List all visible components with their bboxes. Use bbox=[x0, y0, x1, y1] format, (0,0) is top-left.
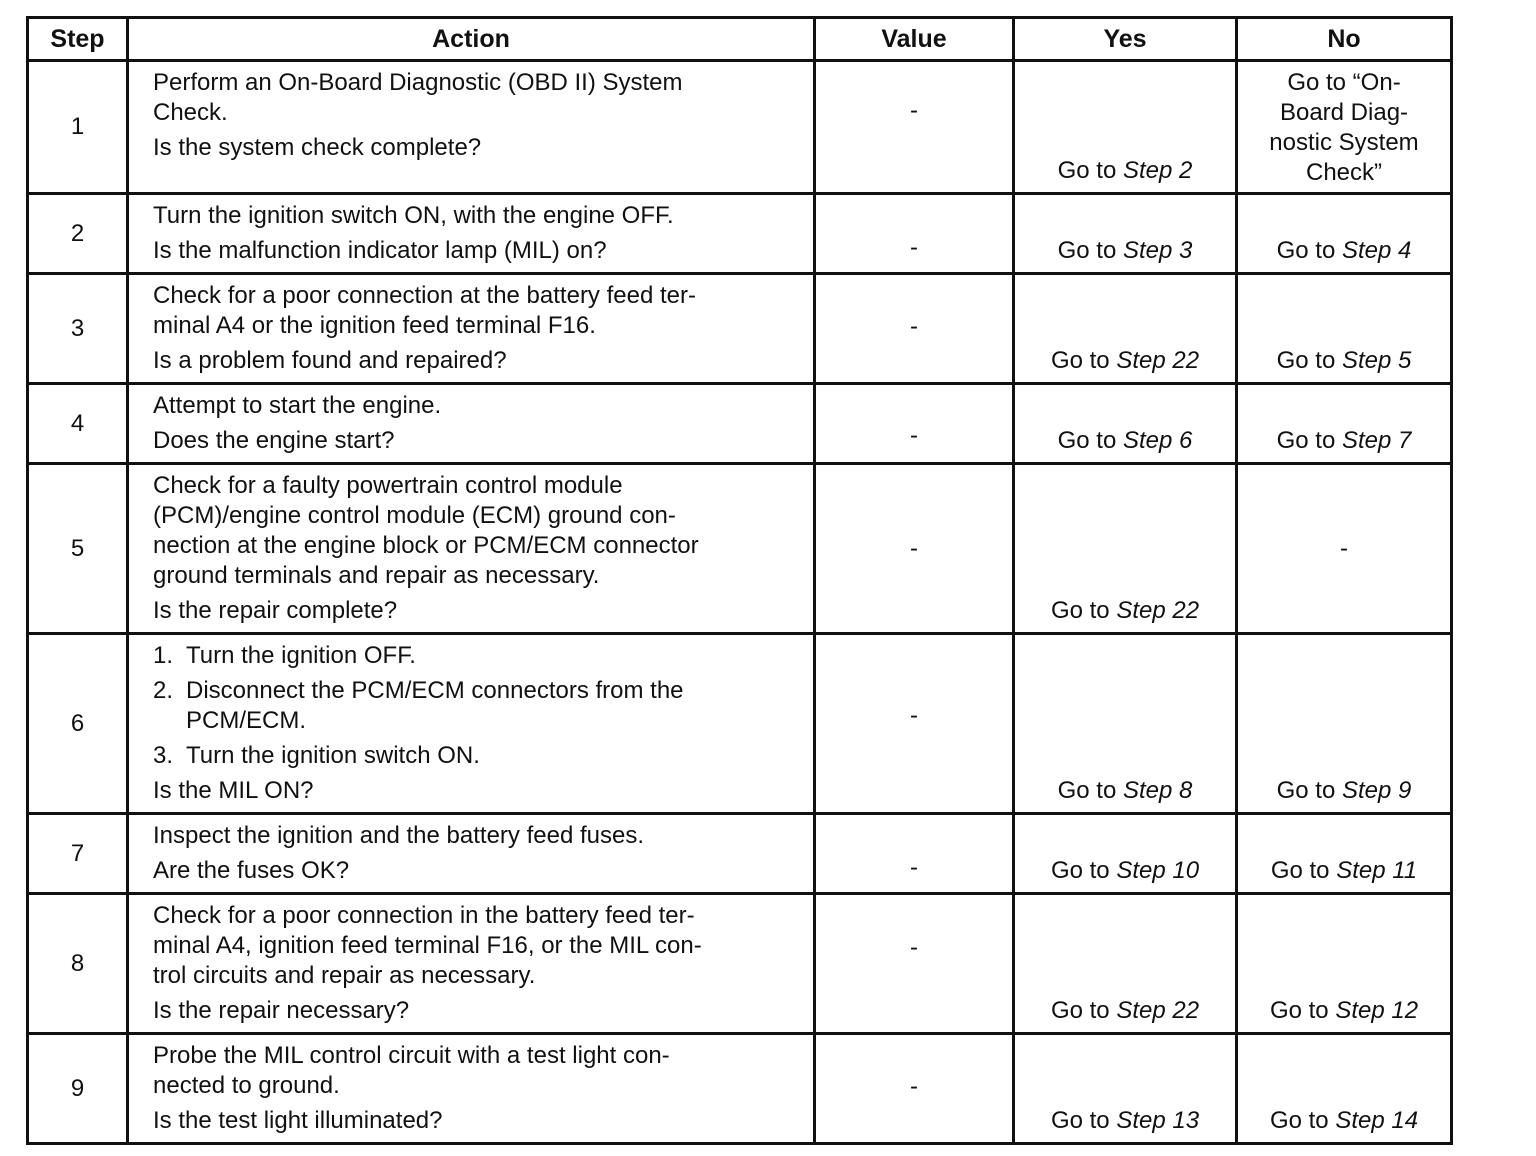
action-cell bbox=[128, 61, 815, 194]
go-to-label: Go to bbox=[1276, 427, 1336, 454]
action-list-item bbox=[153, 741, 803, 771]
yes-step-ref: Step 8 bbox=[1122, 777, 1193, 804]
value-dash: - bbox=[910, 233, 918, 261]
go-to-label: Go to bbox=[1050, 857, 1110, 884]
yes-cell bbox=[1014, 194, 1237, 274]
no-step-ref: Step 4 bbox=[1341, 237, 1412, 264]
action-line: (PCM)/engine control module (ECM) ground con- bbox=[153, 502, 676, 529]
no-cell bbox=[1237, 1034, 1452, 1144]
header-no: No bbox=[1237, 18, 1452, 61]
action-line: Check for a poor connection in the battery feed ter- bbox=[153, 902, 695, 929]
action-question: Is the malfunction indicator lamp (MIL) on? bbox=[153, 237, 607, 264]
no-cell bbox=[1237, 61, 1452, 194]
go-to-label: Go to bbox=[1057, 157, 1117, 184]
table-row bbox=[28, 274, 1452, 384]
value-cell bbox=[815, 61, 1014, 194]
value-dash: - bbox=[910, 1072, 918, 1100]
action-line: minal A4, ignition feed terminal F16, or the MIL con- bbox=[153, 932, 702, 959]
action-question: Is the repair necessary? bbox=[153, 997, 410, 1024]
action-question: Is the test light illuminated? bbox=[153, 1107, 443, 1134]
no-step-ref: Step 5 bbox=[1341, 347, 1412, 374]
yes-cell bbox=[1014, 61, 1237, 194]
no-step-ref: Step 14 bbox=[1335, 1107, 1419, 1134]
value-dash: - bbox=[910, 421, 918, 449]
no-cell bbox=[1237, 384, 1452, 464]
yes-cell bbox=[1014, 894, 1237, 1034]
action-question: Is the system check complete? bbox=[153, 134, 482, 161]
table-row bbox=[28, 1034, 1452, 1144]
no-step-ref: Step 11 bbox=[1336, 857, 1418, 884]
action-line: Turn the ignition switch ON, with the engine OFF. bbox=[153, 202, 674, 229]
no-cell bbox=[1237, 634, 1452, 814]
value-cell bbox=[815, 1034, 1014, 1144]
list-number: 3. bbox=[153, 742, 174, 769]
step-number: 1 bbox=[28, 61, 128, 194]
value-cell bbox=[815, 274, 1014, 384]
go-to-label: Go to bbox=[1269, 1107, 1329, 1134]
action-list-item bbox=[153, 676, 803, 736]
table-row bbox=[28, 634, 1452, 814]
value-cell bbox=[815, 194, 1014, 274]
action-line: Check. bbox=[153, 99, 228, 126]
action-line: Check for a poor connection at the battery feed ter- bbox=[153, 282, 696, 309]
action-question: Is a problem found and repaired? bbox=[153, 347, 507, 374]
table-row bbox=[28, 384, 1452, 464]
no-step-ref: Step 7 bbox=[1341, 427, 1412, 454]
go-to-label: Go to bbox=[1057, 237, 1117, 264]
action-line: trol circuits and repair as necessary. bbox=[153, 962, 536, 989]
action-question: Does the engine start? bbox=[153, 427, 395, 454]
action-cell bbox=[128, 634, 815, 814]
go-to-label: Go to bbox=[1057, 777, 1117, 804]
value-dash: - bbox=[910, 97, 918, 124]
yes-step-ref: Step 22 bbox=[1116, 597, 1200, 624]
yes-step-ref: Step 3 bbox=[1122, 237, 1193, 264]
value-cell bbox=[815, 894, 1014, 1034]
step-number: 2 bbox=[28, 194, 128, 274]
value-dash: - bbox=[910, 853, 918, 881]
step-number: 9 bbox=[28, 1034, 128, 1144]
table-row bbox=[28, 464, 1452, 634]
value-dash: - bbox=[910, 701, 918, 729]
step-number: 8 bbox=[28, 894, 128, 1034]
step-number: 3 bbox=[28, 274, 128, 384]
no-line: nostic System bbox=[1269, 129, 1419, 156]
no-cell bbox=[1237, 894, 1452, 1034]
go-to-label: Go to bbox=[1276, 777, 1336, 804]
yes-cell bbox=[1014, 634, 1237, 814]
yes-step-ref: Step 22 bbox=[1116, 347, 1200, 374]
action-question: Is the repair complete? bbox=[153, 597, 398, 624]
action-question: Is the MIL ON? bbox=[153, 777, 314, 804]
value-cell bbox=[815, 634, 1014, 814]
step-number: 4 bbox=[28, 384, 128, 464]
action-line: Check for a faulty powertrain control module bbox=[153, 472, 623, 499]
table-row bbox=[28, 894, 1452, 1034]
yes-cell bbox=[1014, 1034, 1237, 1144]
list-text: Turn the ignition switch ON. bbox=[186, 742, 480, 769]
action-cell bbox=[128, 464, 815, 634]
yes-cell bbox=[1014, 464, 1237, 634]
action-cell bbox=[128, 274, 815, 384]
list-number: 1. bbox=[153, 642, 174, 669]
action-cell bbox=[128, 194, 815, 274]
header-step: Step bbox=[28, 18, 128, 61]
action-cell bbox=[128, 894, 815, 1034]
table-row bbox=[28, 194, 1452, 274]
diagnostic-table bbox=[26, 16, 1453, 1145]
value-dash: - bbox=[910, 534, 918, 562]
action-line: Probe the MIL control circuit with a test light con- bbox=[153, 1042, 670, 1069]
no-step-ref: Step 12 bbox=[1335, 997, 1419, 1024]
no-line: Board Diag- bbox=[1279, 99, 1409, 126]
yes-step-ref: Step 2 bbox=[1122, 157, 1193, 184]
value-dash: - bbox=[910, 312, 918, 340]
action-cell bbox=[128, 1034, 815, 1144]
step-number: 7 bbox=[28, 814, 128, 894]
go-to-label: Go to bbox=[1276, 237, 1336, 264]
no-line: Check” bbox=[1305, 159, 1383, 186]
action-line: nected to ground. bbox=[153, 1072, 340, 1099]
header-yes: Yes bbox=[1014, 18, 1237, 61]
no-cell bbox=[1237, 274, 1452, 384]
step-number: 5 bbox=[28, 464, 128, 634]
no-cell bbox=[1237, 194, 1452, 274]
no-cell bbox=[1237, 814, 1452, 894]
header-value: Value bbox=[815, 18, 1014, 61]
yes-cell bbox=[1014, 384, 1237, 464]
go-to-label: Go to bbox=[1050, 1107, 1110, 1134]
no-step-ref: Step 9 bbox=[1341, 777, 1412, 804]
table-row bbox=[28, 814, 1452, 894]
list-text: Turn the ignition OFF. bbox=[186, 642, 416, 669]
action-list-item bbox=[153, 641, 803, 671]
value-dash: - bbox=[910, 933, 918, 961]
go-to-label: Go to bbox=[1050, 997, 1110, 1024]
action-line: ground terminals and repair as necessary. bbox=[153, 562, 600, 589]
header-action: Action bbox=[128, 18, 815, 61]
list-number: 2. bbox=[153, 677, 174, 704]
value-cell bbox=[815, 384, 1014, 464]
action-cell bbox=[128, 814, 815, 894]
go-to-label: Go to bbox=[1050, 597, 1110, 624]
no-line: Go to “On- bbox=[1287, 69, 1401, 96]
list-text: Disconnect the PCM/ECM connectors from the bbox=[186, 677, 684, 704]
action-line: nection at the engine block or PCM/ECM connector bbox=[153, 532, 699, 559]
go-to-label: Go to bbox=[1050, 347, 1110, 374]
table-row bbox=[28, 61, 1452, 194]
yes-step-ref: Step 13 bbox=[1116, 1107, 1200, 1134]
yes-cell bbox=[1014, 814, 1237, 894]
action-line: minal A4 or the ignition feed terminal F16. bbox=[153, 312, 596, 339]
yes-step-ref: Step 10 bbox=[1116, 857, 1200, 884]
yes-step-ref: Step 6 bbox=[1122, 427, 1193, 454]
step-number: 6 bbox=[28, 634, 128, 814]
yes-step-ref: Step 22 bbox=[1116, 997, 1200, 1024]
action-question: Are the fuses OK? bbox=[153, 857, 350, 884]
value-cell bbox=[815, 464, 1014, 634]
go-to-label: Go to bbox=[1057, 427, 1117, 454]
list-text: PCM/ECM. bbox=[186, 707, 306, 734]
header-row bbox=[28, 18, 1452, 61]
action-line: Attempt to start the engine. bbox=[153, 392, 442, 419]
value-cell bbox=[815, 814, 1014, 894]
no-dash: - bbox=[1340, 534, 1348, 562]
go-to-label: Go to bbox=[1276, 347, 1336, 374]
go-to-label: Go to bbox=[1269, 997, 1329, 1024]
action-line: Inspect the ignition and the battery feed fuses. bbox=[153, 822, 644, 849]
action-line: Perform an On-Board Diagnostic (OBD II) System bbox=[153, 69, 683, 96]
go-to-label: Go to bbox=[1270, 857, 1330, 884]
yes-cell bbox=[1014, 274, 1237, 384]
no-cell bbox=[1237, 464, 1452, 634]
action-cell bbox=[128, 384, 815, 464]
